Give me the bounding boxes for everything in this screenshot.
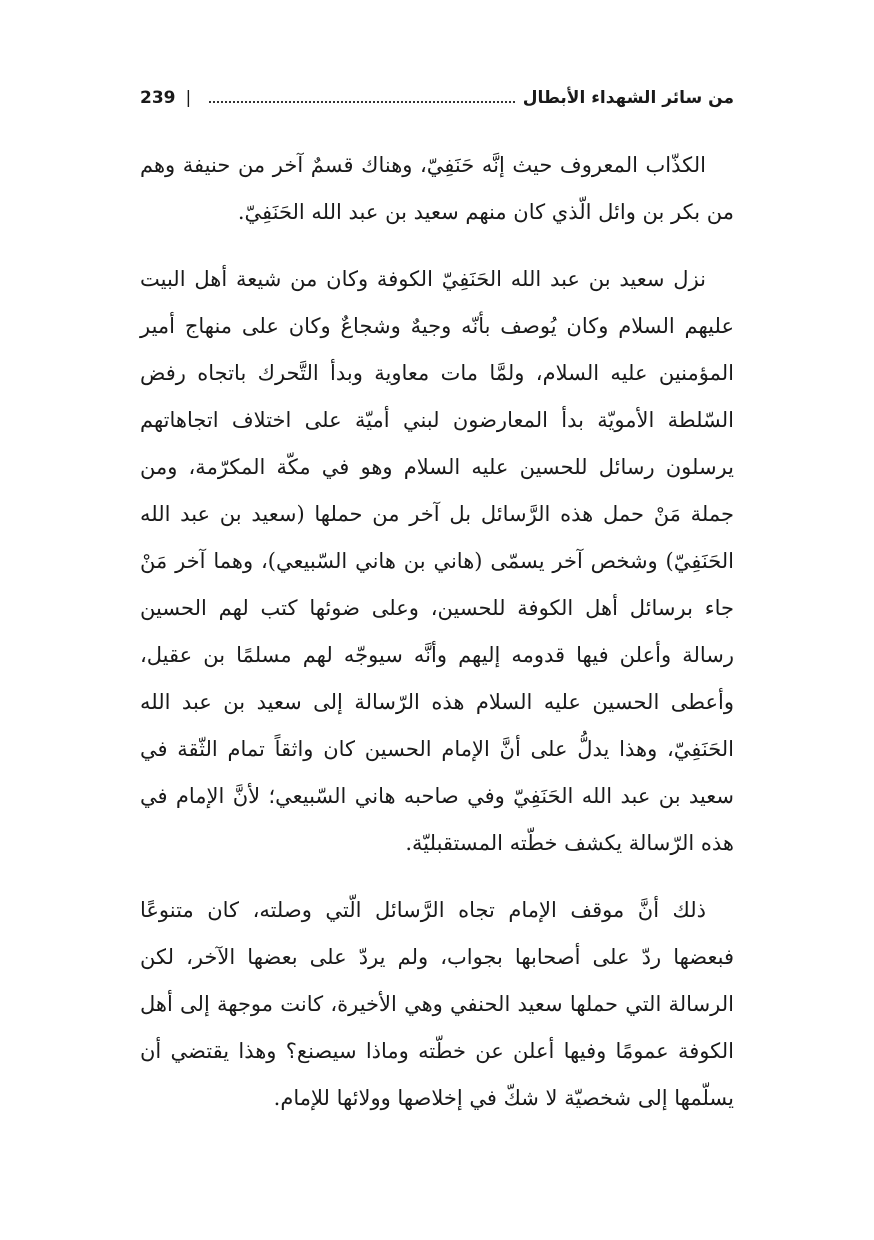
page-number: 239 (140, 88, 176, 108)
paragraph-2: نزل سعيد بن عبد الله الحَنَفِيّ الكوفة وكان من شيعة أهل البيت عليهم السلام وكان يُوصف بأنّه وجيهٌ وشجاعٌ وكان على منهاج أمير المؤمنين عليه السلام، ولمَّا مات معاوية وبدأ التَّحرك باتجاه رفض السّلطة الأمويّة بدأ المعارضون لبني أميّة على اختلاف اتجاهاتهم يرسلون رسائل للحسين عليه السلام وهو في مكّة المكرّمة، ومن جملة مَنْ حمل هذه الرَّسائل بل آخر من حملها (سعيد بن عبد الله الحَنَفِيّ) وشخص آخر يسمّى (هاني بن هاني السّبيعي)، وهما آخر مَنْ جاء برسائل أهل الكوفة للحسين، وعلى ضوئها كتب لهم الحسين رسالة وأعلن فيها قدومه إليهم وأنَّه سيوجّه لهم مسلمًا بن عقيل، وأعطى الحسين عليه السلام هذه الرّسالة إلى سعيد بن عبد الله الحَنَفِيّ، وهذا يدلُّ على أنَّ الإمام الحسين كان واثقاً تمام الثّقة في سعيد بن عبد الله الحَنَفِيّ وفي صاحبه هاني السّبيعي؛ لأنَّ الإمام في هذه الرّسالة يكشف خطّته المستقبليّة. (140, 267, 734, 855)
dot-leader (209, 87, 514, 103)
body-text (140, 142, 734, 1142)
paragraph-1: الكذّاب المعروف حيث إنَّه حَنَفِيّ، وهناك قسمٌ آخر من حنيفة وهم من بكر بن وائل الّذي كان منهم سعيد بن عبد الله الحَنَفِيّ. (140, 153, 734, 224)
running-header (140, 84, 734, 112)
header-separator: | (185, 88, 192, 108)
paragraph-3: ذلك أنَّ موقف الإمام تجاه الرَّسائل الّتي وصلته، كان متنوعًا فبعضها ردّ على أصحابها بجواب، ولم يردّ على بعضها الآخر، لكن الرسالة التي حملها سعيد الحنفي وهي الأخيرة، كانت موجهة إلى أهل الكوفة عمومًا وفيها أعلن عن خطّته وماذا سيصنع؟ وهذا يقتضي أن يسلّمها إلى شخصيّة لا شكّ في إخلاصها وولائها للإمام. (140, 898, 734, 1110)
chapter-title: من سائر الشهداء الأبطال (522, 88, 734, 108)
